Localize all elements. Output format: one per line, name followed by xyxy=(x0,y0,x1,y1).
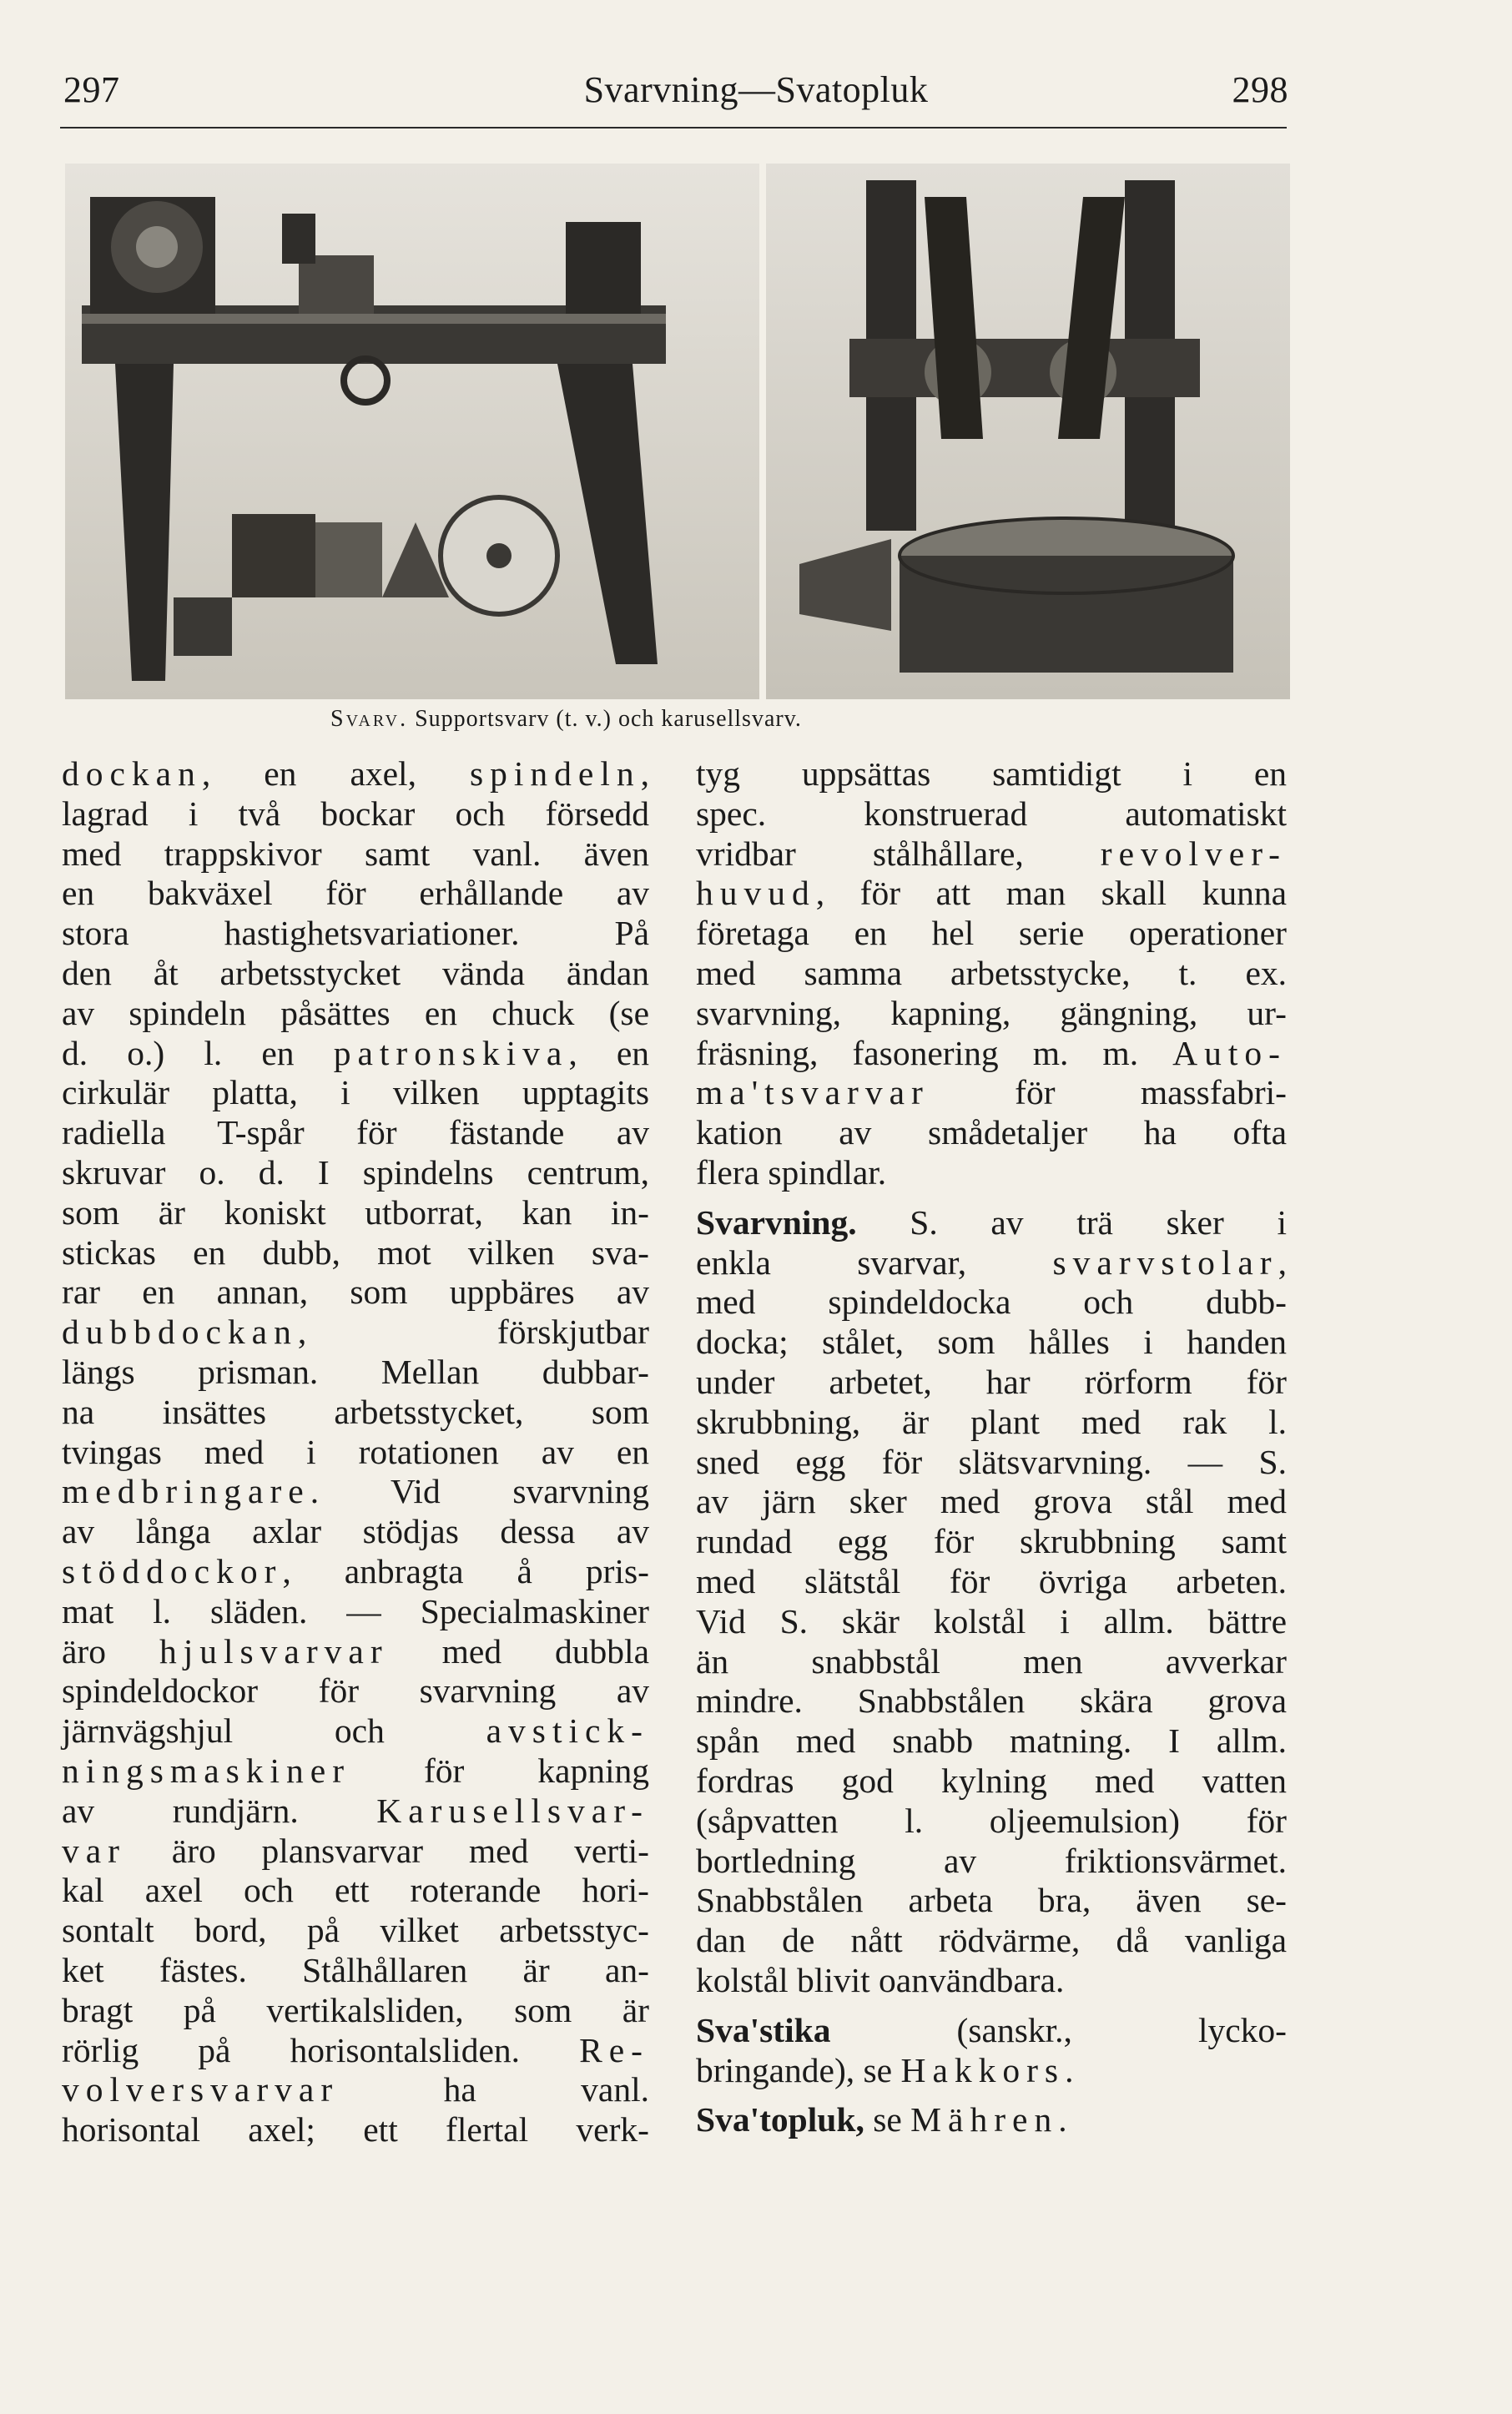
text-run: av järn sker med grova stål med xyxy=(696,1482,1287,1521)
text-line xyxy=(696,1562,1287,1602)
text-line xyxy=(62,954,649,994)
text-run: mat l. släden. — Specialmaskiner xyxy=(62,1591,649,1630)
text-line xyxy=(62,1792,649,1832)
text-line xyxy=(696,1642,1287,1682)
spaced-term: revolver- xyxy=(1100,834,1287,873)
figure-supportsvarv xyxy=(65,164,759,699)
text-line xyxy=(696,1802,1287,1842)
text-run: ket fästes. Stålhållaren är an- xyxy=(62,1950,649,1989)
text-run: fräsning, fasonering m. m. xyxy=(696,1033,1173,1072)
text-line xyxy=(62,1632,649,1672)
text-run: flera spindlar. xyxy=(696,1152,887,1192)
text-line xyxy=(62,1034,649,1074)
text-run: med slätstål för övriga arbeten. xyxy=(696,1561,1287,1600)
text-run: än snabbstål men avverkar xyxy=(696,1641,1287,1681)
text-run: stickas en dubb, mot vilken sva- xyxy=(62,1232,649,1272)
cross-reference: Hakkors xyxy=(900,2050,1066,2089)
text-run: (sanskr., lycko- xyxy=(830,2010,1287,2049)
text-run: , förskjutbar xyxy=(297,1313,649,1352)
text-line xyxy=(62,1751,649,1792)
text-run: S. av trä sker i xyxy=(856,1202,1287,1242)
text-line xyxy=(62,1273,649,1313)
text-run: enkla svarvar, xyxy=(696,1242,1053,1282)
text-line xyxy=(62,1313,649,1353)
headword-svatopluk: Sva'topluk, xyxy=(696,2100,864,2139)
entry-svarvning xyxy=(696,1203,1287,2001)
text-run: stora hastighetsvariationer. På xyxy=(62,914,649,953)
text-line xyxy=(696,994,1287,1034)
text-run: . xyxy=(1058,2100,1067,2139)
text-run: företaga en hel serie operationer xyxy=(696,914,1287,953)
text-run: äro xyxy=(62,1631,159,1671)
figure-caption xyxy=(330,706,802,733)
text-run: mindre. Snabbstålen skära grova xyxy=(696,1681,1287,1721)
text-line xyxy=(696,914,1287,954)
text-line xyxy=(62,1671,649,1711)
text-line xyxy=(696,1073,1287,1113)
text-run: . Vid svarvning xyxy=(310,1472,649,1511)
text-run: skruvar o. d. I spindelns centrum, xyxy=(62,1152,649,1192)
caption-text: Supportsvarv (t. v.) och karusellsvarv. xyxy=(408,706,802,732)
header-rule xyxy=(60,127,1287,129)
text-run: kolstål blivit oanvändbara. xyxy=(696,1960,1065,1999)
headword-svarvning: Svarvning. xyxy=(696,1202,857,1242)
spaced-term: volversvarvar xyxy=(62,2070,340,2109)
text-line xyxy=(696,1034,1287,1074)
text-run: rundad egg för skrubbning samt xyxy=(696,1522,1287,1561)
text-run: med samma arbetsstycke, t. ex. xyxy=(696,953,1287,992)
text-line xyxy=(62,874,649,914)
spaced-term: huvud xyxy=(696,874,816,913)
spaced-term: ningsmaskiner xyxy=(62,1751,351,1790)
text-run: . xyxy=(1065,2050,1074,2089)
text-line xyxy=(62,1512,649,1552)
spaced-term: dockan xyxy=(62,754,202,793)
caption-lead: Svarv. xyxy=(330,706,409,732)
text-run: spindeldockor för svarvning av xyxy=(62,1671,649,1711)
text-line xyxy=(696,1842,1287,1882)
text-line xyxy=(696,1602,1287,1642)
text-run: en bakväxel för erhållande av xyxy=(62,874,649,913)
text-run: lagrad i två bockar och försedd xyxy=(62,794,649,833)
text-line xyxy=(62,2031,649,2071)
text-line xyxy=(696,2100,1287,2140)
text-line xyxy=(62,1832,649,1872)
spaced-term: ma'tsvarvar xyxy=(696,1073,930,1112)
spaced-term: medbringare xyxy=(62,1472,310,1511)
text-run: , xyxy=(640,754,649,793)
text-run: (såpvatten l. oljeemulsion) för xyxy=(696,1801,1287,1840)
page-number-left: 297 xyxy=(63,69,120,110)
text-line xyxy=(696,1153,1287,1193)
text-run: med dubbla xyxy=(388,1631,649,1671)
text-column-right xyxy=(696,754,1287,2140)
text-line xyxy=(62,914,649,954)
text-run: äro plansvarvar med verti- xyxy=(126,1831,649,1870)
text-line xyxy=(62,1592,649,1632)
text-line xyxy=(696,1681,1287,1721)
text-run: Snabbstålen arbeta bra, även se- xyxy=(696,1881,1287,1920)
text-line xyxy=(62,834,649,874)
text-run: den åt arbetsstycket vända ändan xyxy=(62,953,649,992)
text-run: dan de nått rödvärme, då vanliga xyxy=(696,1921,1287,1960)
text-line xyxy=(696,1403,1287,1443)
text-line xyxy=(696,1363,1287,1403)
text-line xyxy=(696,794,1287,834)
text-line xyxy=(696,874,1287,914)
text-run: tyg uppsättas samtidigt i en xyxy=(696,754,1287,793)
text-run: för massfabri- xyxy=(929,1073,1287,1112)
text-line xyxy=(62,1711,649,1751)
text-run: skrubbning, är plant med rak l. xyxy=(696,1402,1287,1441)
text-line xyxy=(62,1113,649,1153)
text-line xyxy=(62,1153,649,1193)
text-line xyxy=(62,1951,649,1991)
text-run: med trappskivor samt vanl. även xyxy=(62,834,649,873)
text-line xyxy=(62,2110,649,2150)
text-run: , en axel, xyxy=(201,754,470,793)
spaced-term: Auto- xyxy=(1172,1033,1287,1072)
text-line xyxy=(696,1203,1287,1243)
text-run: , xyxy=(1278,1242,1287,1282)
text-line xyxy=(696,1243,1287,1283)
text-run: vridbar stålhållare, xyxy=(696,834,1101,873)
text-line xyxy=(62,1393,649,1433)
figure-karusellsvarv xyxy=(766,164,1290,699)
text-line xyxy=(696,1323,1287,1363)
text-line xyxy=(696,1721,1287,1761)
text-line xyxy=(62,1073,649,1113)
entry-svatopluk xyxy=(696,2100,1287,2140)
text-run: Vid S. skär kolstål i allm. bättre xyxy=(696,1601,1287,1640)
text-run: under arbetet, har rörform för xyxy=(696,1362,1287,1401)
text-line xyxy=(62,1193,649,1233)
spaced-term: dubbdockan xyxy=(62,1313,298,1352)
spaced-term: hjulsvarvar xyxy=(159,1631,389,1671)
text-run: , anbragta å pris- xyxy=(282,1551,649,1590)
text-line xyxy=(62,1911,649,1951)
text-run: , en xyxy=(568,1033,649,1072)
spaced-term: patronskiva xyxy=(333,1033,569,1072)
text-line xyxy=(696,1283,1287,1323)
text-run: docka; stålet, som hålles i handen xyxy=(696,1323,1287,1362)
text-run: radiella T-spår för fästande av xyxy=(62,1113,649,1152)
text-run: av rundjärn. xyxy=(62,1791,377,1830)
text-run: kation av smådetaljer ha ofta xyxy=(696,1113,1287,1152)
text-run: , för att man skall kunna xyxy=(815,874,1287,913)
text-line xyxy=(62,754,649,794)
text-line xyxy=(696,1113,1287,1153)
text-run: sontalt bord, på vilket arbetsstyc- xyxy=(62,1911,649,1950)
text-run: med spindeldocka och dubb- xyxy=(696,1283,1287,1322)
text-line xyxy=(696,1522,1287,1562)
text-line xyxy=(62,1353,649,1393)
text-line xyxy=(62,1991,649,2031)
spaced-term: Re- xyxy=(579,2030,649,2069)
text-line xyxy=(696,1881,1287,1921)
text-run: sned egg för slätsvarvning. — S. xyxy=(696,1442,1287,1481)
text-line xyxy=(62,2070,649,2110)
text-line xyxy=(62,1552,649,1592)
text-line xyxy=(696,1443,1287,1483)
text-run: na insättes arbetsstycket, som xyxy=(62,1392,649,1431)
text-line xyxy=(696,1921,1287,1961)
text-line xyxy=(62,994,649,1034)
text-run: bringande), se xyxy=(696,2050,901,2089)
spaced-term: svarvstolar xyxy=(1052,1242,1278,1282)
spaced-term: Karusellsvar- xyxy=(376,1791,649,1830)
text-line xyxy=(696,754,1287,794)
text-run: ha vanl. xyxy=(339,2070,649,2109)
text-line xyxy=(62,1472,649,1512)
text-run: se xyxy=(864,2100,911,2139)
spaced-term: var xyxy=(62,1831,126,1870)
text-line xyxy=(696,2051,1287,2091)
text-run: svarvning, kapning, gängning, ur- xyxy=(696,993,1287,1032)
text-run: spec. konstruerad automatiskt xyxy=(696,794,1287,833)
text-run: för kapning xyxy=(350,1751,649,1790)
text-run: cirkulär platta, i vilken upptagits xyxy=(62,1073,649,1112)
paragraph-revolver xyxy=(696,754,1287,1193)
text-run: av långa axlar stödjas dessa av xyxy=(62,1512,649,1551)
text-line xyxy=(696,954,1287,994)
text-run: rörlig på horisontalsliden. xyxy=(62,2030,580,2069)
text-run: spån med snabb matning. I allm. xyxy=(696,1721,1287,1761)
text-line xyxy=(62,1871,649,1911)
text-line xyxy=(62,1233,649,1273)
text-run: fordras god kylning med vatten xyxy=(696,1761,1287,1800)
text-line xyxy=(696,1961,1287,2001)
text-line xyxy=(62,1433,649,1473)
spaced-term: stöddockor xyxy=(62,1551,283,1590)
text-line xyxy=(696,1482,1287,1522)
text-run: bortledning av friktionsvärmet. xyxy=(696,1841,1287,1880)
page-number-right: 298 xyxy=(1232,69,1288,110)
text-run: horisontal axel; ett flertal verk- xyxy=(62,2110,649,2149)
headword-svastika: Sva'stika xyxy=(696,2010,831,2049)
spaced-term: avstick- xyxy=(486,1711,649,1751)
text-run: av spindeln påsättes en chuck (se xyxy=(62,993,649,1032)
text-line xyxy=(696,1761,1287,1802)
text-line xyxy=(696,2011,1287,2051)
text-run: rar en annan, som uppbäres av xyxy=(62,1273,649,1312)
text-column-left xyxy=(62,754,649,2150)
text-run: tvingas med i rotationen av en xyxy=(62,1432,649,1471)
entry-svastika xyxy=(696,2011,1287,2091)
running-title: Svarvning—Svatopluk xyxy=(583,69,929,110)
text-run: kal axel och ett roterande hori- xyxy=(62,1871,649,1910)
text-run: längs prisman. Mellan dubbar- xyxy=(62,1352,649,1391)
text-run: bragt på vertikalsliden, som är xyxy=(62,1990,649,2029)
text-line xyxy=(696,834,1287,874)
text-run: d. o.) l. en xyxy=(62,1033,334,1072)
text-line xyxy=(62,794,649,834)
text-run: som är koniskt utborrat, kan in- xyxy=(62,1192,649,1232)
spaced-term: spindeln xyxy=(469,754,641,793)
cross-reference: Mähren xyxy=(910,2100,1059,2139)
text-run: järnvägshjul och xyxy=(62,1711,486,1751)
